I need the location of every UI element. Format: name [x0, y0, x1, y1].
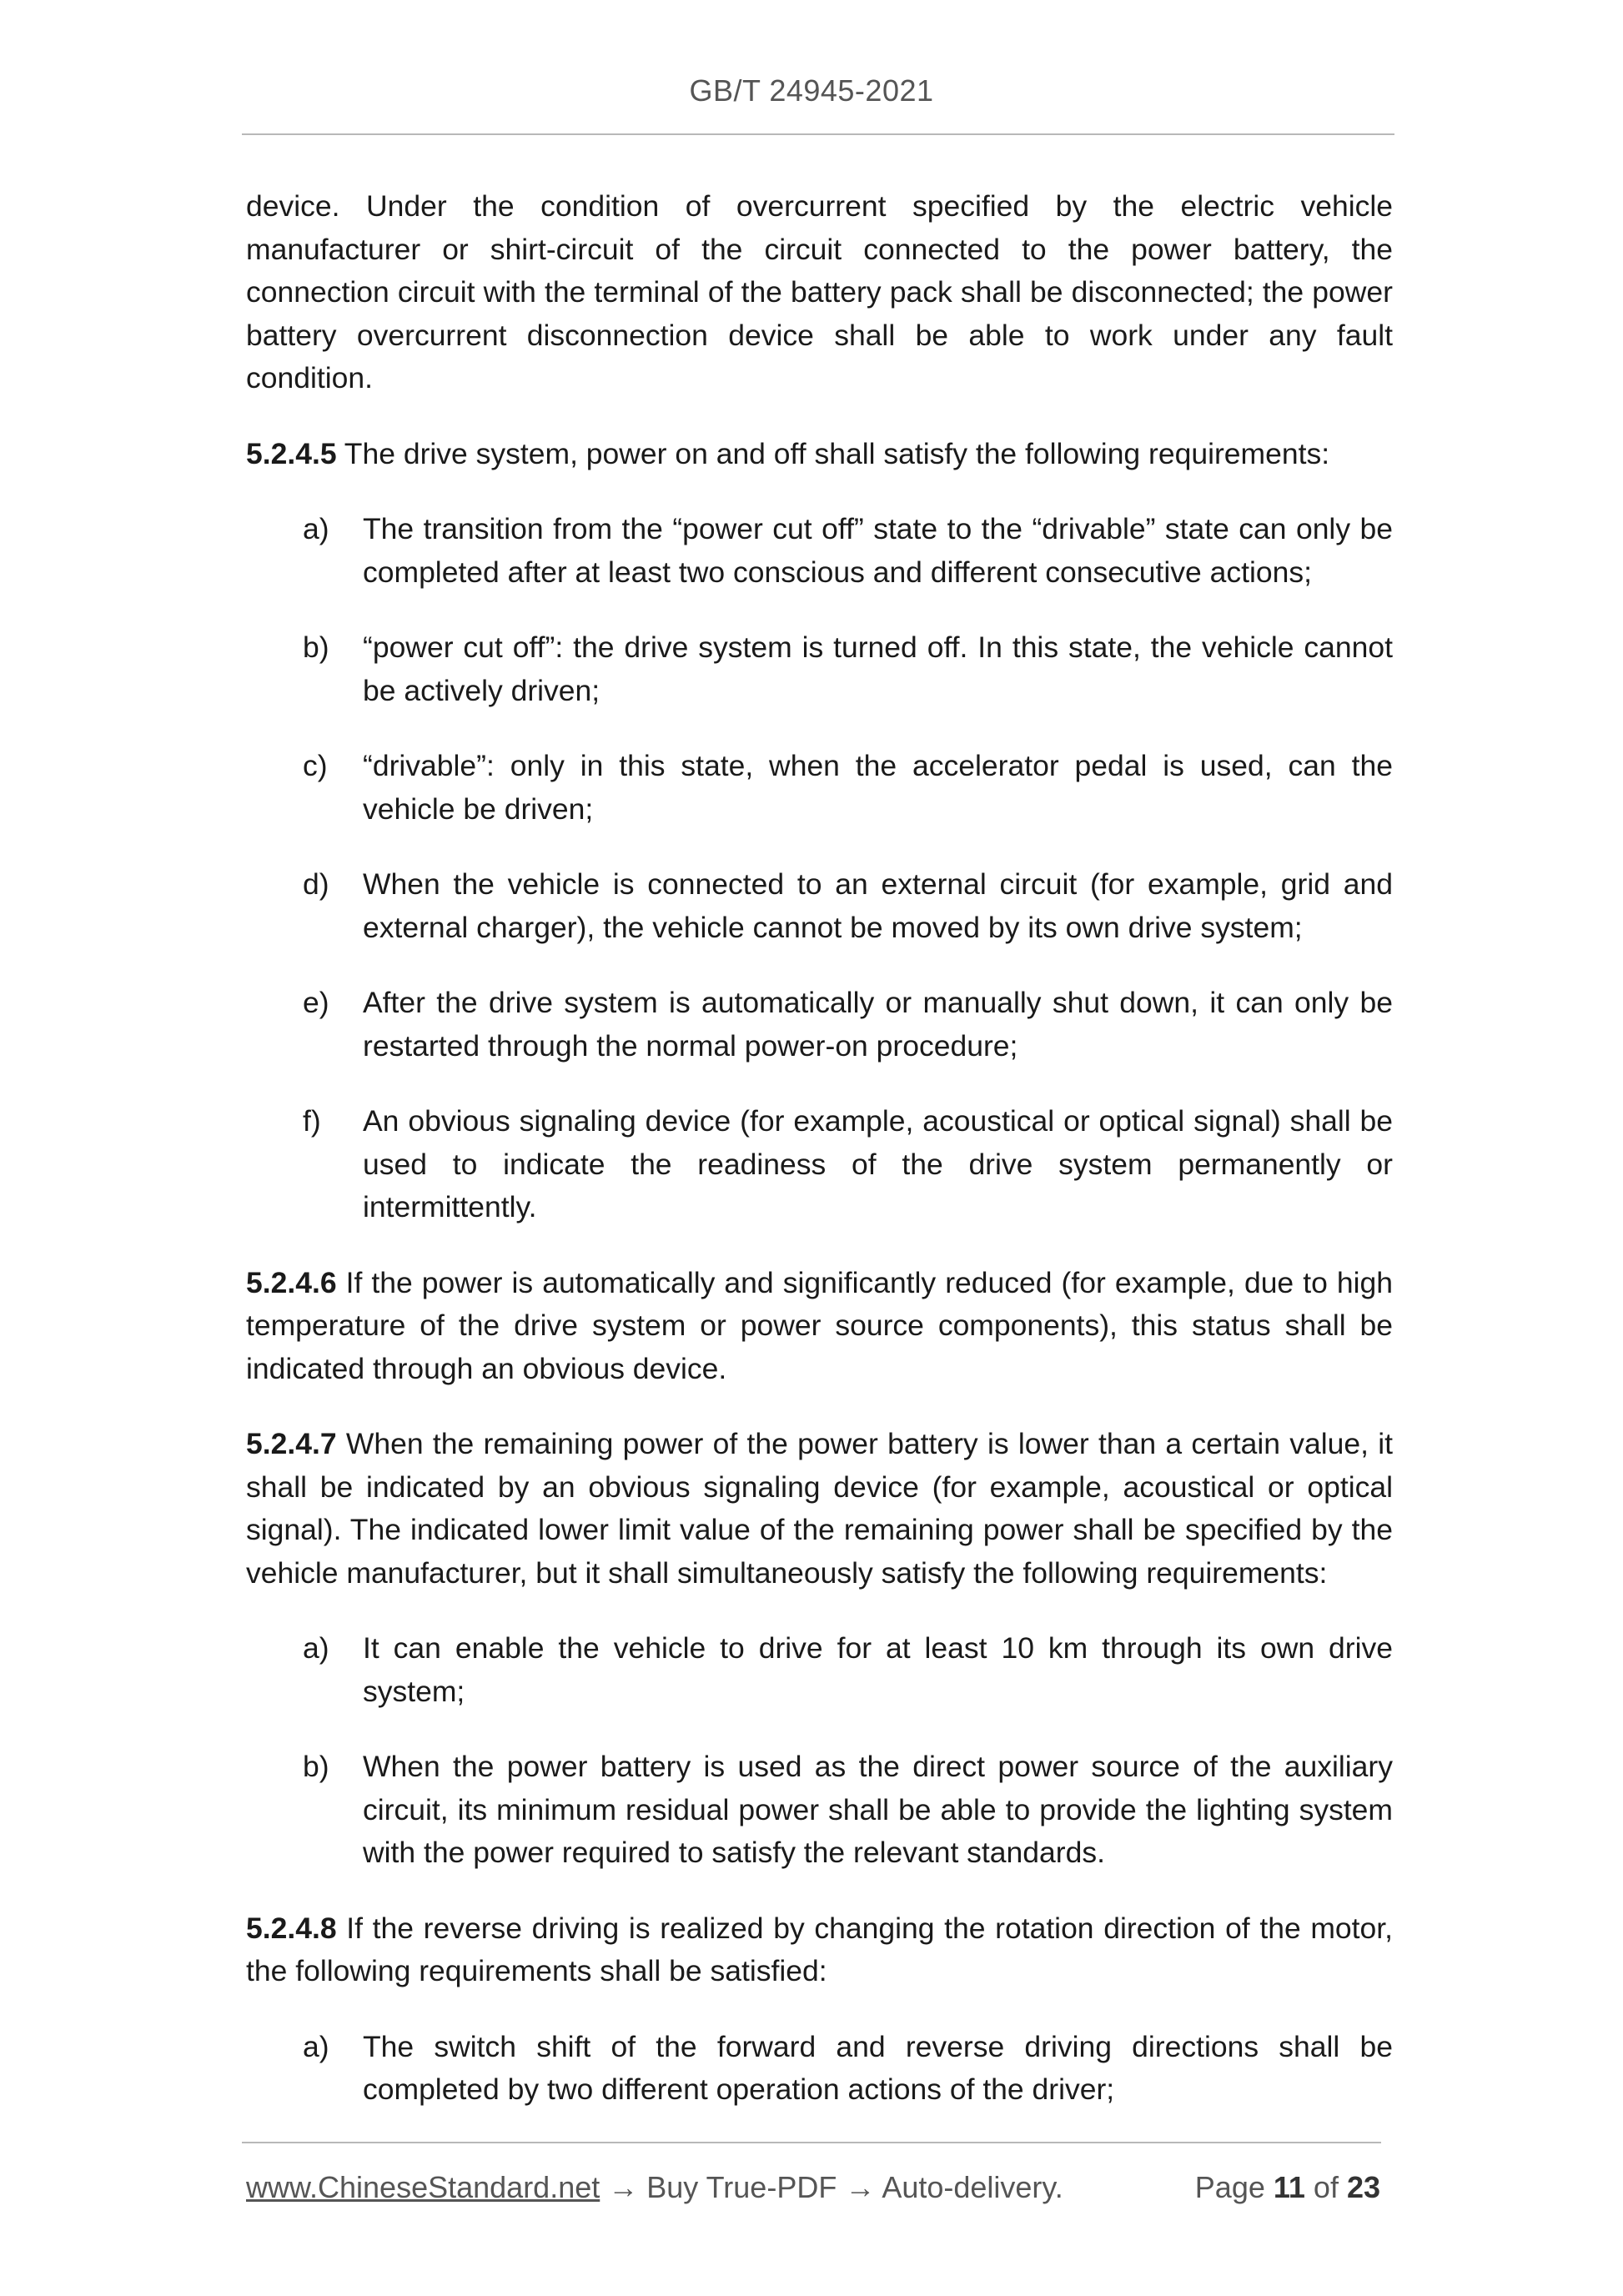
list-item	[246, 2026, 1393, 2112]
list-item-text: It can enable the vehicle to drive for at least 10 km through its own drive system;	[363, 1631, 1393, 1708]
list-item	[246, 626, 1393, 712]
page-header: GB/T 24945-2021	[689, 73, 934, 108]
list-item	[246, 1746, 1393, 1875]
list-marker: c)	[303, 749, 328, 782]
footer-divider	[242, 2142, 1381, 2143]
list-marker: d)	[303, 867, 329, 901]
list-item-text: When the power battery is used as the direct power source of the auxiliary circuit, its minimum residual power shall be able to provide the lighting system with the power required to satisfy the relevant standards.	[363, 1750, 1393, 1869]
clause-text: When the remaining power of the power battery is lower than a certain value, it shall be indicated by an obvious signaling device (for example, acoustical or optical signal). The indicated lower limit value of the remaining power shall be specified by the vehicle manufacturer, but it shall simultaneously satisfy the following requirements:	[246, 1427, 1393, 1590]
clause-5-2-4-8	[246, 1907, 1393, 1993]
clause-text: If the power is automatically and significantly reduced (for example, due to high temperature of the drive system or power source components), this status shall be indicated through an obvious device.	[246, 1265, 1393, 1385]
page-number: 11	[1273, 2170, 1305, 2204]
clause-5-2-4-5	[246, 433, 1393, 476]
list-marker: a)	[303, 2029, 329, 2063]
list-marker: b)	[303, 1750, 329, 1783]
list-item	[246, 508, 1393, 594]
list-item-text: After the drive system is automatically or manually shut down, it can only be restarted through the normal power-on procedure;	[363, 986, 1393, 1063]
footer-promo	[246, 2170, 1063, 2205]
total-pages: 23	[1346, 2170, 1380, 2204]
list-item	[246, 745, 1393, 831]
clause-number: 5.2.4.7	[246, 1427, 337, 1460]
page-indicator	[1195, 2170, 1380, 2205]
list-marker: e)	[303, 986, 329, 1019]
document-body	[246, 185, 1393, 2144]
list-item	[246, 863, 1393, 949]
list-item	[246, 982, 1393, 1068]
clause-text: If the reverse driving is realized by changing the rotation direction of the motor, the following requirements shall be satisfied:	[246, 1911, 1393, 1987]
clause-5-2-4-7	[246, 1423, 1393, 1595]
list-item	[246, 1100, 1393, 1229]
list-item-text: An obvious signaling device (for example, acoustical or optical signal) shall be used to indicate the readiness of the drive system permanently or intermittently.	[363, 1104, 1393, 1223]
clause-5-2-4-6	[246, 1262, 1393, 1391]
list-item-text: “power cut off”: the drive system is turned off. In this state, the vehicle cannot be actively driven;	[363, 631, 1393, 707]
list-marker: a)	[303, 512, 329, 545]
promo-text: → Buy True-PDF → Auto-delivery.	[600, 2170, 1063, 2204]
header-divider	[242, 133, 1394, 135]
list-item-text: When the vehicle is connected to an external circuit (for example, grid and external charger), the vehicle cannot be moved by its own drive system;	[363, 867, 1393, 944]
clause-number: 5.2.4.6	[246, 1265, 337, 1299]
list-item-text: The switch shift of the forward and reverse driving directions shall be completed by two different operation actions of the driver;	[363, 2029, 1393, 2106]
of-word: of	[1304, 2170, 1347, 2204]
clause-text: The drive system, power on and off shall satisfy the following requirements:	[336, 436, 1330, 470]
list-item-text: “drivable”: only in this state, when the accelerator pedal is used, can the vehicle be driven;	[363, 749, 1393, 826]
site-link[interactable]: www.ChineseStandard.net	[246, 2170, 600, 2204]
page-word: Page	[1194, 2170, 1274, 2204]
list-marker: b)	[303, 631, 329, 664]
list-item	[246, 1627, 1393, 1713]
list-marker: f)	[303, 1104, 321, 1138]
clause-number: 5.2.4.8	[246, 1911, 337, 1945]
continuation-paragraph: device. Under the condition of overcurrent specified by the electric vehicle manufacturer or shirt-circuit of the circuit connected to the power battery, the connection circuit with the terminal of the battery pack shall be disconnected; the power battery overcurrent disconnection device shall be able to work under any fault condition.	[246, 189, 1393, 394]
clause-number: 5.2.4.5	[246, 436, 337, 470]
list-item-text: The transition from the “power cut off” state to the “drivable” state can only be completed after at least two conscious and different consecutive actions;	[363, 512, 1393, 589]
list-marker: a)	[303, 1631, 329, 1665]
